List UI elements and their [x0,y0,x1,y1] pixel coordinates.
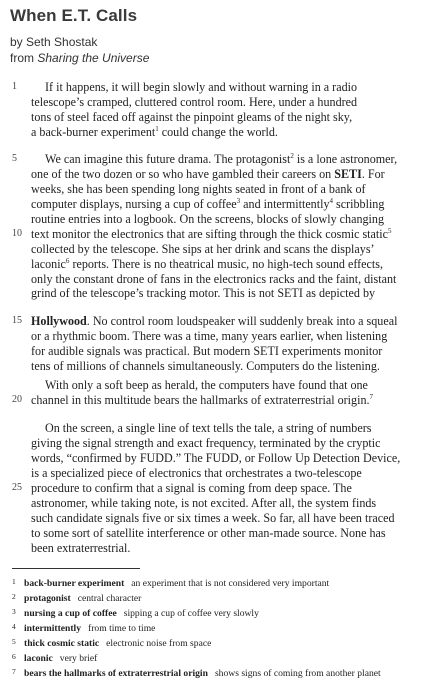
text-run: is a lone astronomer, [293,152,398,166]
line-number: 25 [12,482,22,493]
text-run: On the screen, a single line of text tells the tale, a string of numbers [45,421,372,435]
footnote: 4 intermittently from time to time [12,622,156,634]
text-line [31,95,357,109]
text-run: to some sort of satellite interference or other man-made source. None has [31,526,386,540]
text-line [31,329,387,343]
text-line [31,393,373,407]
text-line [45,378,368,392]
line-number: 20 [12,394,22,405]
text-line [31,272,396,286]
text-run: laconic [31,257,66,271]
text-run: We can imagine this future drama. The protagonist [45,152,291,166]
text-line [31,436,380,450]
text-run: With only a soft beep as herald, the computers have found that one [45,378,368,392]
footnote-divider [12,568,140,569]
text-line [31,197,384,211]
text-run: scribbling [333,197,385,211]
page-title: When E.T. Calls [10,6,138,25]
text-line [31,359,380,373]
text-run: been extraterrestrial. [31,541,131,555]
footnote: 7 bears the hallmarks of extraterrestrial origin shows signs of coming from another planet [12,667,381,679]
text-run: collected by the telescope. She sips at her drink and scans the displays’ [31,242,375,256]
text-line [31,257,383,271]
footnote-ref: 6 [65,256,70,265]
text-run: grind of the telescope’s tracking motor. This is not SETI as depicted by [31,286,376,300]
text-line [31,511,395,525]
source-prefix: from [10,51,38,65]
text-line [31,541,130,555]
text-run: reports. There is no theatrical music, no high-tech sound effects, [69,257,383,271]
text-line [31,167,385,181]
text-run: giving the signal strength and exact frequency, terminated by the cryptic [31,436,381,450]
text-line [31,182,366,196]
text-line [31,496,376,510]
footnote-ref: 2 [290,151,294,160]
text-run: is a specialized piece of electronics that orchestrates a two-telescope [31,466,362,480]
author: by Seth Shostak [10,35,98,49]
text-line [31,466,362,480]
text-run: weeks, she has been spending long nights seated in front of a bank of [31,182,366,196]
footnote-ref: 3 [236,196,241,205]
text-run: for audible signals was practical. But modern SETI experiments monitor [31,344,383,358]
text-line [31,227,392,241]
text-run: could change the world. [158,125,278,139]
text-run: only the constant drone of fans in the electronics racks and the faint, distant [31,272,397,286]
text-run: tens of millions of channels simultaneously. Computers do the listening. [31,359,380,373]
text-run: tons of steel faced off against the pinpoint gleams of the night sky, [31,110,353,124]
footnote-ref: 7 [369,392,374,401]
text-run: procedure to confirm that a signal is coming from deep space. The [31,481,352,495]
line-number: 1 [12,81,17,92]
text-run: a back-burner experiment [31,125,156,139]
text-line [45,80,357,94]
source-title: Sharing the Universe [37,51,150,65]
text-run: computer displays, nursing a cup of coffee [31,197,237,211]
text-run: astronomer, while taking note, is not excited. After all, the system finds [31,496,377,510]
footnote: 6 laconic very brief [12,652,98,664]
text-line [31,110,352,124]
footnote: 3 nursing a cup of coffee sipping a cup of coffee very slowly [12,607,259,619]
footnote: 5 thick cosmic static electronic noise from space [12,637,212,649]
text-line [31,286,375,300]
line-number: 10 [12,228,22,239]
footnote-ref: 5 [388,226,392,235]
text-run: one of the two dozen or so who have gambled their careers on [31,167,335,181]
glossary-term: Hollywood [31,314,87,328]
text-line [31,314,397,328]
text-line [31,125,278,139]
line-number: 15 [12,315,22,326]
text-line [45,421,371,435]
text-line [45,152,397,166]
text-run: . For [361,167,385,181]
footnote-ref: 4 [329,196,333,205]
text-run: words, “confirmed by FUDD.” The FUDD, or Follow Up Detection Device, [31,451,401,465]
text-line [31,212,384,226]
footnote: 1 back-burner experiment an experiment that is not considered very important [12,577,330,589]
footnote-ref: 1 [155,124,159,133]
text-run: If it happens, it will begin slowly and without warning in a radio [45,80,358,94]
text-run: such candidate signals five or six times a week. So far, all have been traced [31,511,395,525]
text-run: routine entries into a logbook. On the screens, blocks of slowly changing [31,212,384,226]
text-run: . No control room loudspeaker will suddenly break into a squeal [86,314,398,328]
text-line [31,344,382,358]
source [10,50,149,66]
glossary-term: SETI [334,167,362,181]
text-line [31,451,400,465]
text-line [31,481,352,495]
text-run: or a rhythmic boom. There was a time, many years earlier, when listening [31,329,388,343]
line-number: 5 [12,153,17,164]
text-run: and intermittently [240,197,330,211]
text-line [31,526,386,540]
text-run: text monitor the electronics that are sifting through the thick cosmic static [31,227,389,241]
text-run: channel in this multitude bears the hallmarks of extraterrestrial origin. [31,393,370,407]
byline [10,34,149,66]
text-run: telescope’s cramped, cluttered control room. Here, under a hundred [31,95,358,109]
text-line [31,242,375,256]
footnote: 2 protagonist central character [12,592,142,604]
